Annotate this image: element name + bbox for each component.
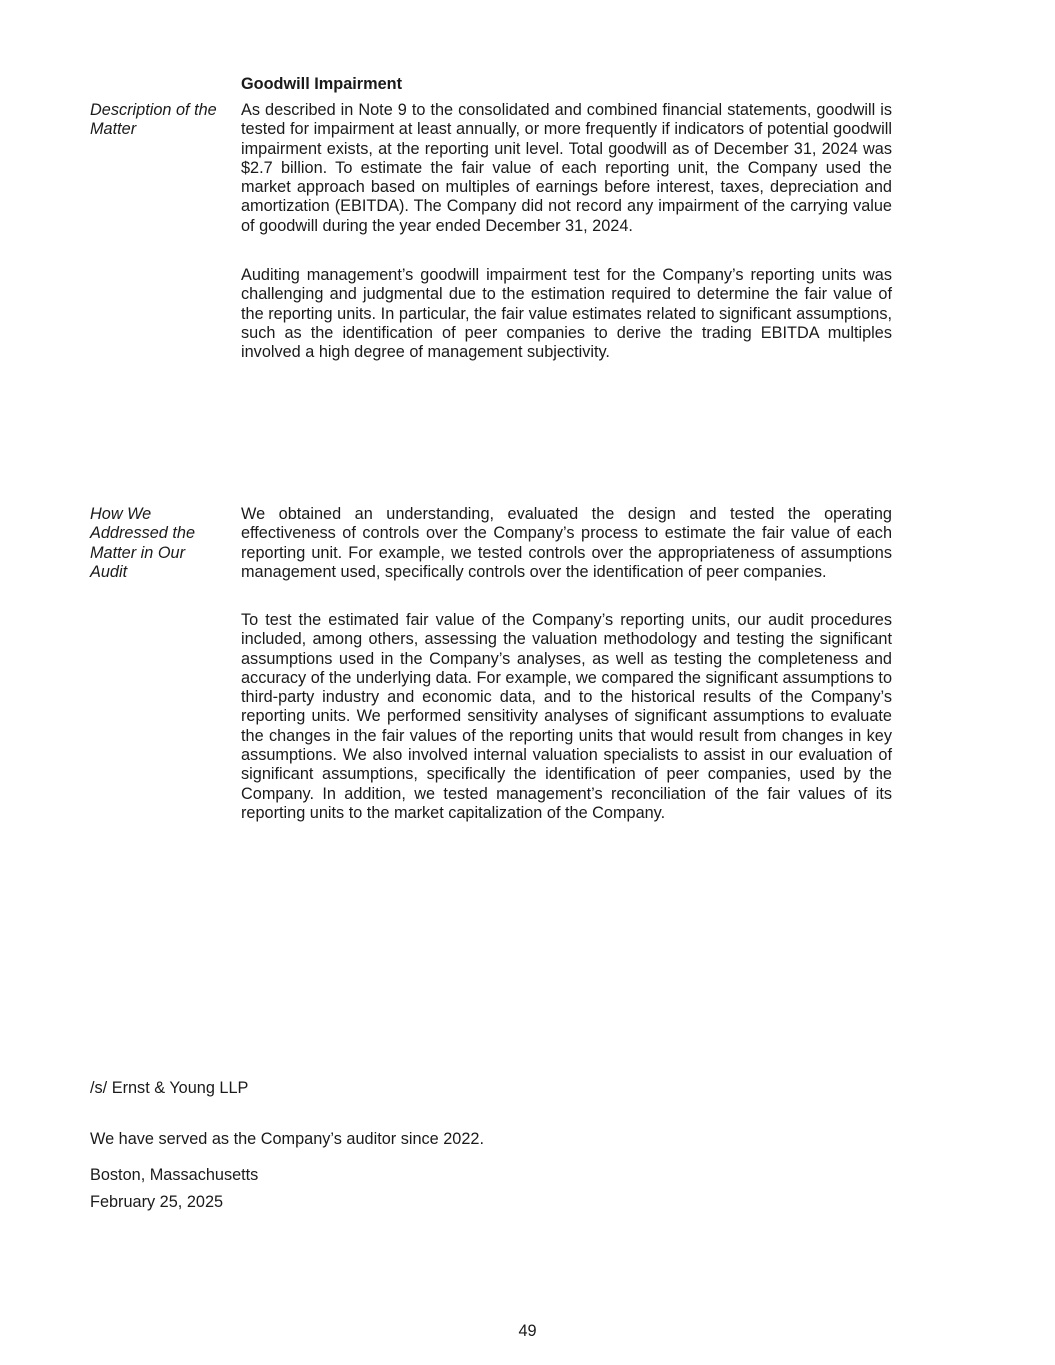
- description-paragraph-2: Auditing management’s goodwill impairment test for the Company’s reporting units was challenging and judgmental due to the estimation required to determine the fair value of the reporting units. In particular, the fair value estimates related to significant assumptions, such as the identification of peer companies to derive the trading EBITDA multiples involved a high degree of management subjectivity.: [241, 266, 892, 362]
- description-paragraph-1: As described in Note 9 to the consolidated and combined financial statements, goodwill is tested for impairment at least annually, or more frequently if indicators of potential goodwill impairment exists, at the reporting unit level. Total goodwill as of December 31, 2024 was $2.7 billion. To estimate the fair value of each reporting unit, the Company used the market approach based on multiples of earnings before interest, taxes, depreciation and amortization (EBITDA). The Company did not record any impairment of the carrying value of goodwill during the year ended December 31, 2024.: [241, 101, 892, 235]
- addressed-paragraph-2: To test the estimated fair value of the Company’s reporting units, our audit procedures included, among others, assessing the valuation methodology and testing the significant assumptions used in the Company’s analyses, as well as testing the completeness and accuracy of the underlying data. For example, we compared the significant assumptions to third-party industry and economic data, and to the historical results of the Company’s reporting units. We performed sensitivity analyses of significant assumptions to evaluate the changes in the fair values of the reporting units that would result from changes in key assumptions. We also involved internal valuation specialists to assist in our evaluation of significant assumptions, specifically the identification of peer companies, used by the Company. In addition, we tested management’s reconciliation of the fair values of its reporting units to the market capitalization of the Company.: [241, 611, 892, 822]
- addressed-paragraph-1: We obtained an understanding, evaluated the design and tested the operating effectiveness of controls over the Company’s process to estimate the fair value of each reporting unit. For example, we tested controls over the appropriateness of assumptions management used, specifically controls over the identification of peer companies.: [241, 505, 892, 581]
- addressed-label: How We Addressed the Matter in Our Audit: [90, 505, 195, 581]
- location: Boston, Massachusetts: [90, 1166, 259, 1184]
- page-number: 49: [518, 1322, 537, 1340]
- section-heading: Goodwill Impairment: [241, 75, 403, 93]
- signature: /s/ Ernst & Young LLP: [90, 1079, 249, 1097]
- auditor-tenure: We have served as the Company’s auditor since 2022.: [90, 1130, 484, 1148]
- report-date: February 25, 2025: [90, 1193, 224, 1211]
- description-label: Description of the Matter: [90, 101, 217, 139]
